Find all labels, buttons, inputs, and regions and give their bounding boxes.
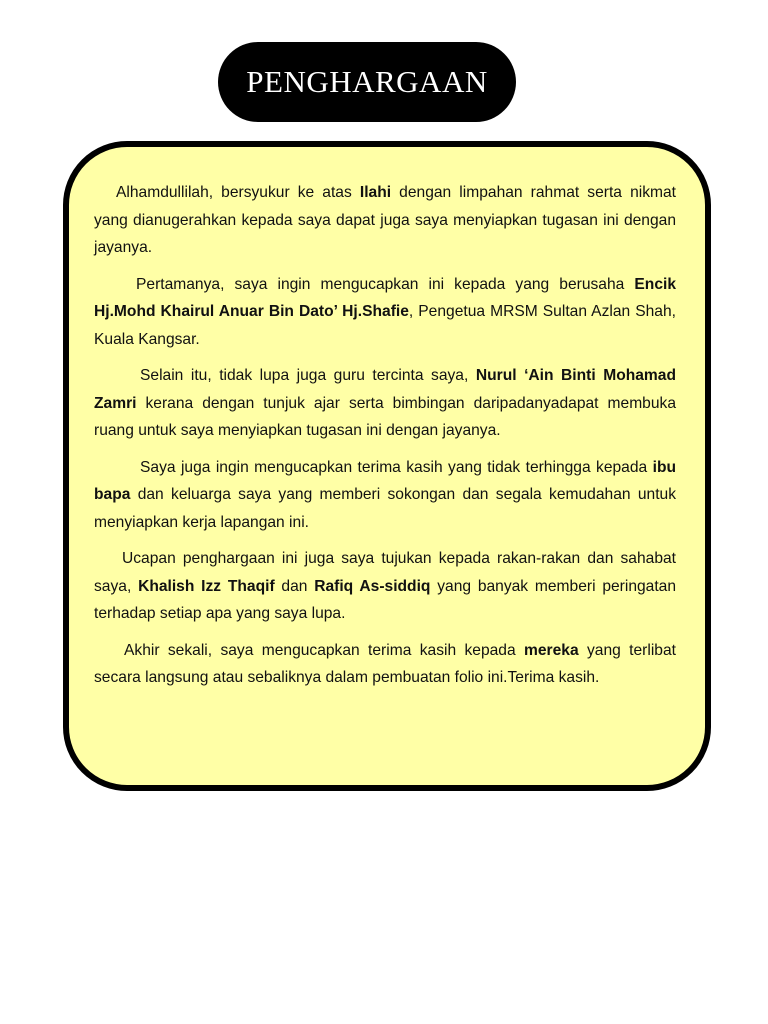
text-segment: Pertamanya, saya ingin mengucapkan ini kepada yang berusaha	[136, 275, 635, 293]
text-segment: Selain itu, tidak lupa juga guru tercinta saya,	[140, 367, 476, 384]
paragraph-2	[94, 271, 676, 354]
text-segment: kerana dengan tunjuk ajar serta bimbingan daripadanyadapat membuka ruang untuk saya menyiapkan tugasan ini dengan jayanya.	[94, 394, 676, 439]
paragraph-3	[94, 362, 676, 445]
bold-text-segment: Encik Hj.Mohd Khairul Anuar Bin Dato’ Hj.Shafie	[94, 275, 676, 320]
bold-text-segment: Rafiq As-siddiq	[314, 577, 431, 595]
text-segment: Saya juga ingin mengucapkan terima kasih yang tidak terhingga kepada	[140, 458, 653, 476]
bold-text-segment: mereka	[524, 641, 579, 659]
bold-text-segment: Nurul ‘Ain Binti Mohamad Zamri	[94, 367, 676, 412]
text-segment: dan	[274, 577, 315, 595]
acknowledgement-box	[63, 141, 711, 791]
title-banner	[218, 42, 516, 122]
paragraph-5	[94, 545, 676, 628]
text-segment: Ucapan penghargaan ini juga saya tujukan kepada rakan-rakan dan sahabat saya,	[94, 550, 676, 595]
bold-text-segment: ibu bapa	[94, 458, 676, 503]
text-segment: yang banyak memberi peringatan terhadap setiap apa yang saya lupa.	[94, 577, 677, 622]
page-title: PENGHARGAAN	[246, 64, 488, 99]
text-segment: , Pengetua MRSM Sultan Azlan Shah, Kuala Kangsar.	[94, 303, 676, 348]
paragraph-6	[94, 637, 676, 692]
paragraph-1	[94, 179, 676, 262]
paragraph-4	[94, 454, 676, 537]
text-segment: dengan limpahan rahmat serta nikmat yang dianugerahkan kepada saya dapat juga saya menyiapkan tugasan ini dengan jayanya.	[94, 184, 676, 256]
bold-text-segment: Khalish Izz Thaqif	[138, 577, 275, 595]
text-segment: Alhamdullilah, bersyukur ke atas	[116, 184, 360, 201]
bold-text-segment: Ilahi	[359, 184, 392, 201]
text-segment: yang terlibat secara langsung atau sebaliknya dalam pembuatan folio ini.Terima kasih.	[94, 641, 676, 686]
text-segment: Akhir sekali, saya mengucapkan terima kasih kepada	[124, 641, 525, 659]
text-segment: dan keluarga saya yang memberi sokongan dan segala kemudahan untuk menyiapkan kerja lapangan ini.	[94, 486, 676, 531]
